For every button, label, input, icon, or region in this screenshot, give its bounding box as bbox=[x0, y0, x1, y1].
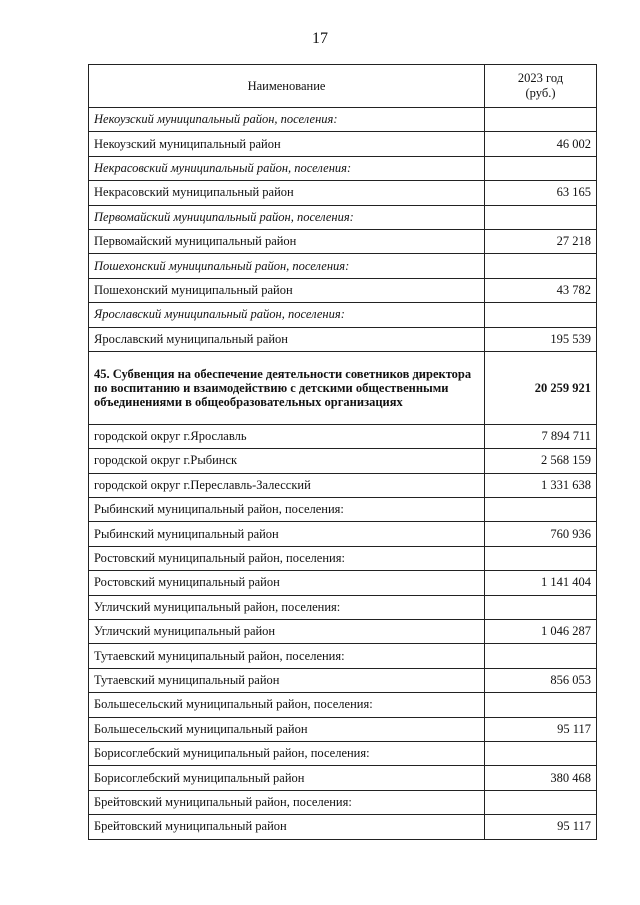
table-row bbox=[89, 498, 597, 522]
row-value bbox=[485, 156, 597, 180]
table-row bbox=[89, 790, 597, 814]
row-value: 1 141 404 bbox=[485, 571, 597, 595]
table-row bbox=[89, 229, 597, 253]
table-header-row bbox=[89, 65, 597, 108]
table-row bbox=[89, 449, 597, 473]
table-row bbox=[89, 815, 597, 839]
header-name: Наименование bbox=[89, 65, 485, 108]
row-value bbox=[485, 644, 597, 668]
table-row bbox=[89, 156, 597, 180]
row-name: Некоузский муниципальный район bbox=[89, 132, 485, 156]
row-name: Ростовский муниципальный район bbox=[89, 571, 485, 595]
row-name: Тутаевский муниципальный район, поселения: bbox=[89, 644, 485, 668]
row-value: 27 218 bbox=[485, 229, 597, 253]
section-row bbox=[89, 351, 597, 424]
budget-table bbox=[88, 64, 597, 840]
row-value: 195 539 bbox=[485, 327, 597, 351]
table-row bbox=[89, 595, 597, 619]
row-name: Первомайский муниципальный район, поселения: bbox=[89, 205, 485, 229]
row-name: городской округ г.Ярославль bbox=[89, 424, 485, 448]
table-row bbox=[89, 132, 597, 156]
section-total: 20 259 921 bbox=[485, 351, 597, 424]
row-value: 380 468 bbox=[485, 766, 597, 790]
table-row bbox=[89, 693, 597, 717]
row-value: 1 046 287 bbox=[485, 620, 597, 644]
row-name: Брейтовский муниципальный район bbox=[89, 815, 485, 839]
row-value: 856 053 bbox=[485, 668, 597, 692]
table-row bbox=[89, 766, 597, 790]
row-name: Угличский муниципальный район bbox=[89, 620, 485, 644]
table-row bbox=[89, 668, 597, 692]
table-row bbox=[89, 741, 597, 765]
row-name: Пошехонский муниципальный район bbox=[89, 278, 485, 302]
row-name: Пошехонский муниципальный район, поселения: bbox=[89, 254, 485, 278]
table-row bbox=[89, 424, 597, 448]
row-name: Большесельский муниципальный район, поселения: bbox=[89, 693, 485, 717]
row-value: 95 117 bbox=[485, 717, 597, 741]
table-row bbox=[89, 473, 597, 497]
section-title: 45. Субвенция на обеспечение деятельности советников директора по воспитанию и взаимодействию с детскими общественными объединениями в общеобразовательных организациях bbox=[89, 351, 485, 424]
row-value: 1 331 638 bbox=[485, 473, 597, 497]
row-name: городской округ г.Переславль-Залесский bbox=[89, 473, 485, 497]
row-value: 63 165 bbox=[485, 181, 597, 205]
table-body bbox=[89, 108, 597, 840]
table-row bbox=[89, 254, 597, 278]
row-name: Первомайский муниципальный район bbox=[89, 229, 485, 253]
row-name: Угличский муниципальный район, поселения: bbox=[89, 595, 485, 619]
row-value: 2 568 159 bbox=[485, 449, 597, 473]
header-year bbox=[485, 65, 597, 108]
table-row bbox=[89, 571, 597, 595]
header-unit-label: (руб.) bbox=[525, 86, 556, 100]
row-value bbox=[485, 498, 597, 522]
row-value bbox=[485, 108, 597, 132]
row-name: Ярославский муниципальный район, поселения: bbox=[89, 303, 485, 327]
row-value bbox=[485, 546, 597, 570]
row-value bbox=[485, 205, 597, 229]
table-row bbox=[89, 278, 597, 302]
table-row bbox=[89, 108, 597, 132]
row-name: Большесельский муниципальный район bbox=[89, 717, 485, 741]
row-value bbox=[485, 595, 597, 619]
row-name: Борисоглебский муниципальный район bbox=[89, 766, 485, 790]
row-name: Борисоглебский муниципальный район, поселения: bbox=[89, 741, 485, 765]
table-row bbox=[89, 717, 597, 741]
table-row bbox=[89, 546, 597, 570]
row-value: 43 782 bbox=[485, 278, 597, 302]
table-row bbox=[89, 522, 597, 546]
row-value: 760 936 bbox=[485, 522, 597, 546]
page-number: 17 bbox=[312, 30, 328, 47]
row-name: Рыбинский муниципальный район bbox=[89, 522, 485, 546]
table-row bbox=[89, 205, 597, 229]
row-value bbox=[485, 303, 597, 327]
row-value: 7 894 711 bbox=[485, 424, 597, 448]
row-name: Тутаевский муниципальный район bbox=[89, 668, 485, 692]
row-value bbox=[485, 790, 597, 814]
table-row bbox=[89, 181, 597, 205]
row-value bbox=[485, 741, 597, 765]
header-year-label: 2023 год bbox=[517, 71, 564, 85]
table-row bbox=[89, 644, 597, 668]
row-name: Ростовский муниципальный район, поселения: bbox=[89, 546, 485, 570]
row-name: Некрасовский муниципальный район, поселения: bbox=[89, 156, 485, 180]
row-name: Некрасовский муниципальный район bbox=[89, 181, 485, 205]
row-name: Ярославский муниципальный район bbox=[89, 327, 485, 351]
row-name: городской округ г.Рыбинск bbox=[89, 449, 485, 473]
row-name: Брейтовский муниципальный район, поселения: bbox=[89, 790, 485, 814]
table-row bbox=[89, 327, 597, 351]
row-value bbox=[485, 254, 597, 278]
row-value bbox=[485, 693, 597, 717]
row-value: 46 002 bbox=[485, 132, 597, 156]
row-name: Рыбинский муниципальный район, поселения: bbox=[89, 498, 485, 522]
table-row bbox=[89, 303, 597, 327]
row-name: Некоузский муниципальный район, поселения: bbox=[89, 108, 485, 132]
table-row bbox=[89, 620, 597, 644]
row-value: 95 117 bbox=[485, 815, 597, 839]
